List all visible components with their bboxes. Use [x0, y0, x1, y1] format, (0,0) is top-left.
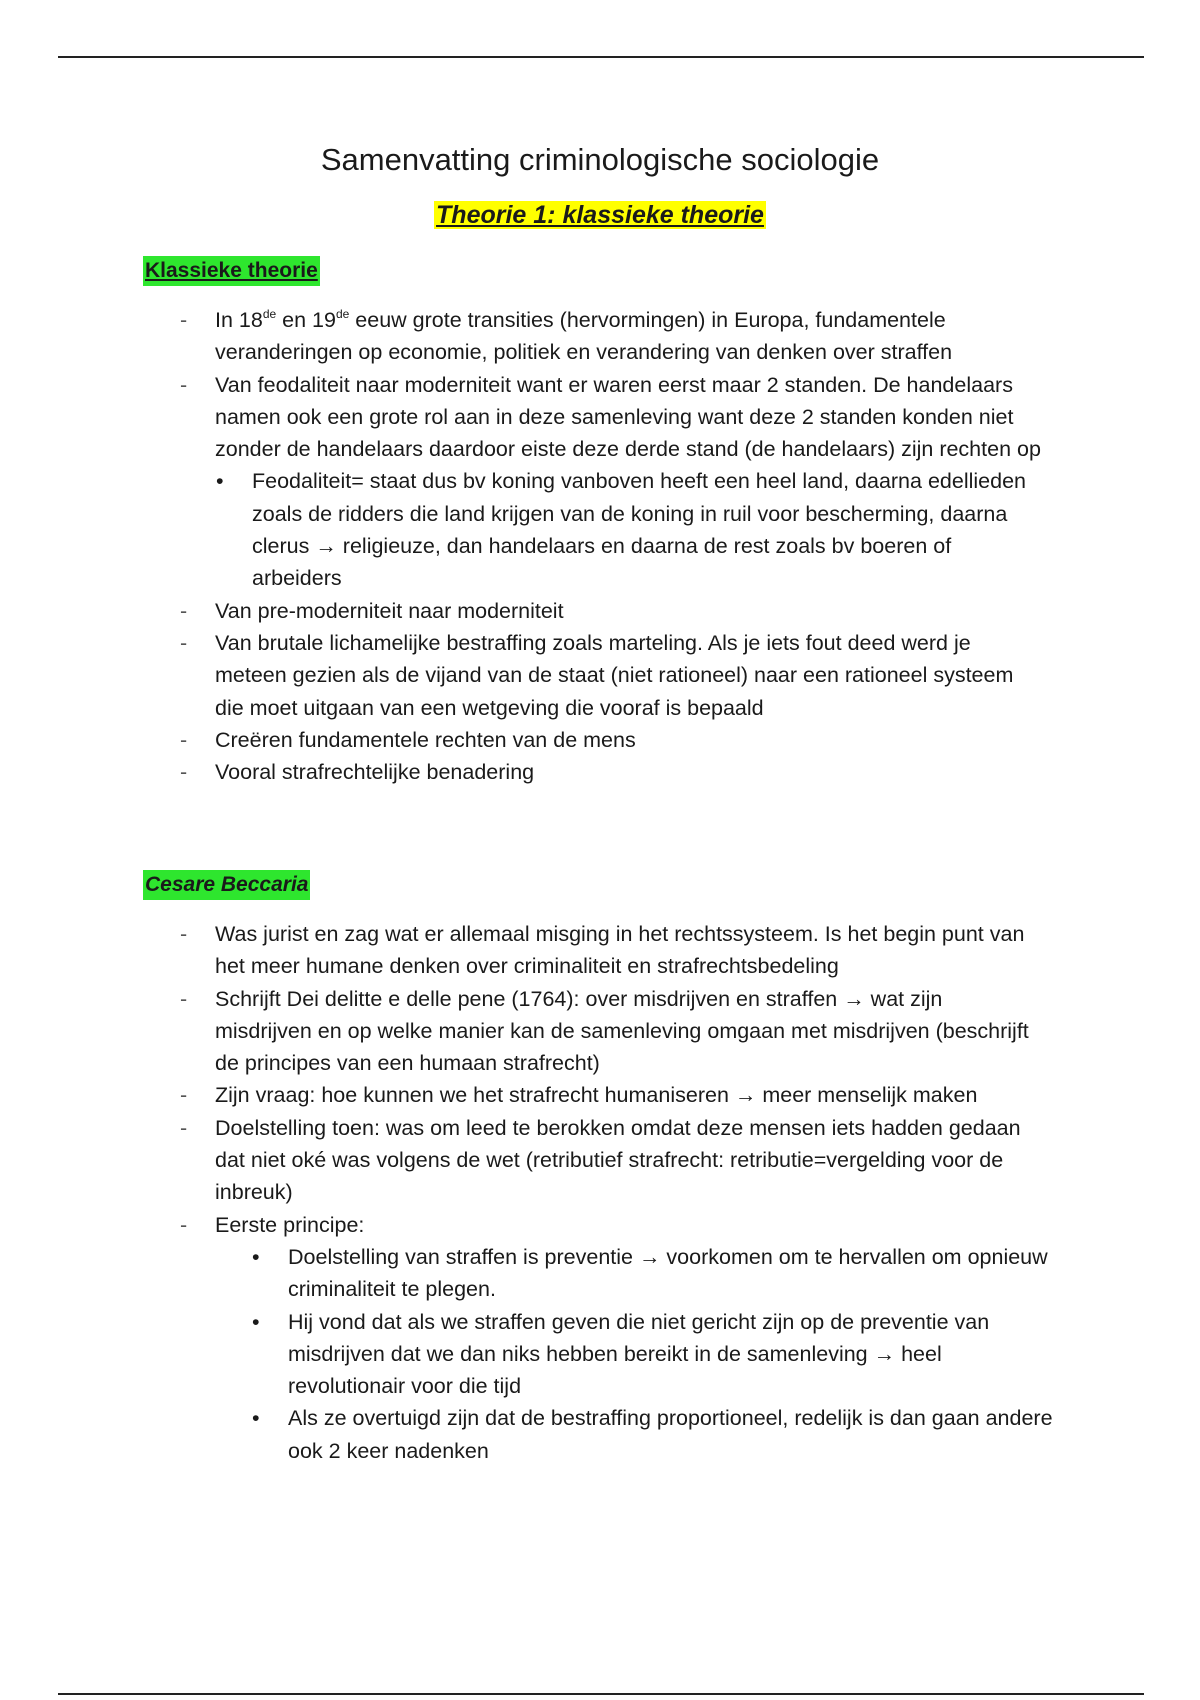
document-title: Samenvatting criminologische sociologie — [320, 142, 880, 177]
theory-title-highlight: Theorie 1: klassieke theorie — [436, 201, 764, 229]
list-item: - Van pre-moderniteit naar moderniteit — [0, 595, 1045, 627]
sub-list-item: • Hij vond dat als we straffen geven die niet gericht zijn op de preventie van misdrijven dat we dan niks hebben bereikt in de samenleving → heel revolutionair voor die tijd — [0, 1306, 1060, 1403]
section-heading-cesare-beccaria: Cesare Beccaria — [143, 870, 310, 900]
list-item: - Van brutale lichamelijke bestraffing zoals marteling. Als je iets fout deed werd je meteen gezien als de vijand van de staat (niet rationeel) naar een rationeel systeem die moet uitgaan van een wetgeving die vooraf is bepaald — [0, 627, 1045, 724]
list-item: - Was jurist en zag wat er allemaal misging in het rechtssysteem. Is het begin punt van het meer humane denken over criminaliteit en strafrechtsbedeling — [0, 918, 1045, 983]
theory-title — [0, 197, 1200, 233]
list-item: - Van feodaliteit naar moderniteit want er waren eerst maar 2 standen. De handelaars namen ook een grote rol aan in deze samenleving want deze 2 standen konden niet zonder de handelaars daardoor eiste deze derde stand (de handelaars) zijn rechten op — [0, 369, 1045, 466]
sub-list-item: • Doelstelling van straffen is preventie → voorkomen om te hervallen om opnieuw criminaliteit te plegen. — [0, 1241, 1060, 1306]
cesare-beccaria-list — [0, 918, 1200, 1467]
list-item — [0, 304, 1045, 369]
top-border-line — [58, 56, 1144, 58]
sub-list-item: • Als ze overtuigd zijn dat de bestraffing proportioneel, redelijk is dan gaan andere ook 2 keer nadenken — [0, 1402, 1060, 1467]
sub-list-item: • Feodaliteit= staat dus bv koning vanboven heeft een heel land, daarna edellieden zoals de ridders die land krijgen van de koning in ruil voor bescherming, daarna clerus → religieuze, dan handelaars en daarna de rest zoals bv boeren of arbeiders — [0, 465, 1030, 594]
list-item: - Schrijft Dei delitte e delle pene (1764): over misdrijven en straffen → wat zijn misdrijven en op welke manier kan de samenleving omgaan met misdrijven (beschrijft de principes van een humaan strafrecht) — [0, 983, 1045, 1080]
superscript: de — [335, 307, 350, 321]
list-item: - Doelstelling toen: was om leed te berokken omdat deze mensen iets hadden gedaan dat niet oké was volgens de wet (retributief strafrecht: retributie=vergelding voor de inbreuk) — [0, 1112, 1045, 1209]
superscript: de — [262, 307, 277, 321]
list-item: - Zijn vraag: hoe kunnen we het strafrecht humaniseren → meer menselijk maken — [0, 1079, 1045, 1111]
item-text-part: In 18 — [215, 308, 263, 332]
bottom-border-line — [58, 1693, 1144, 1695]
section-heading-klassieke-theorie: Klassieke theorie — [143, 256, 320, 286]
klassieke-theorie-list — [0, 304, 1200, 788]
list-item: - Creëren fundamentele rechten van de mens — [0, 724, 1045, 756]
list-item: - Eerste principe: — [0, 1209, 1045, 1241]
list-item: - Vooral strafrechtelijke benadering — [0, 756, 1045, 788]
item-text-part: eeuw grote transities (hervormingen) in Europa, fundamentele veranderingen op economie, politiek en verandering van denken over straffen — [215, 308, 953, 365]
item-text-part: en 19 — [276, 308, 336, 332]
